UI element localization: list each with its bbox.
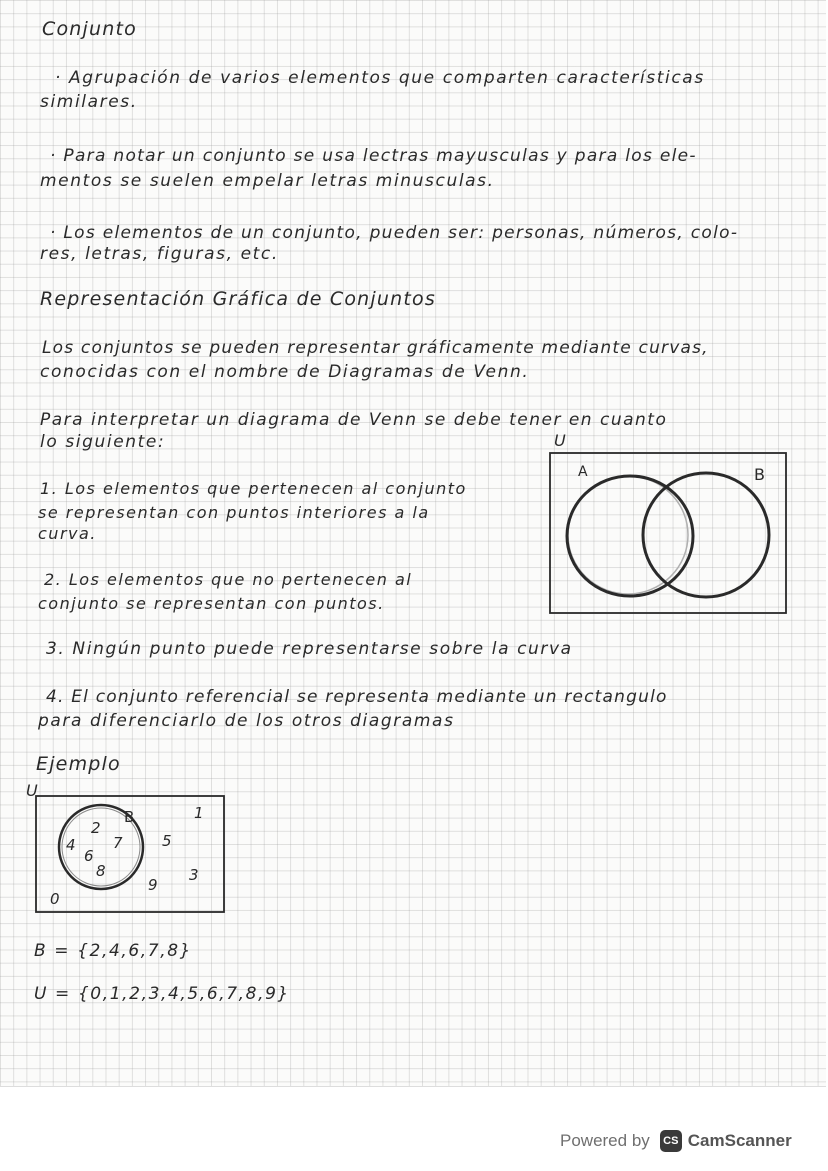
list-item-1-line-2: se representan con puntos interiores a la [38,503,430,522]
venn-diagram [540,428,790,618]
element-2: 2 [91,819,101,837]
element-9: 9 [148,876,158,894]
powered-by-text: Powered by [560,1131,650,1150]
set-b-label: B [754,465,765,484]
element-8: 8 [96,862,106,880]
paragraph-1-line-2: similares. [40,92,138,112]
list-item-3: 3. Ningún punto puede representarse sobre la curva [46,639,573,659]
element-3: 3 [189,866,199,884]
paragraph-2-line-1: · Para notar un conjunto se usa lectras mayusculas y para los ele- [50,146,697,166]
example-universe-label: U [26,781,38,800]
camscanner-footer [560,1126,792,1156]
paragraph-5-line-1: Para interpretar un diagrama de Venn se debe tener en cuanto [40,410,668,430]
set-b-definition: B = {2,4,6,7,8} [34,941,193,961]
paragraph-5-line-2: lo siguiente: [40,432,166,452]
element-1: 1 [194,804,204,822]
list-item-2-line-2: conjunto se representan con puntos. [38,594,385,613]
list-item-1-line-3: curva. [38,524,97,543]
set-a-label: A [578,464,588,480]
element-7: 7 [113,834,123,852]
title: Conjunto [42,18,137,40]
element-6: 6 [84,847,94,865]
list-item-4-line-1: 4. El conjunto referencial se representa mediante un rectangulo [46,687,668,707]
set-u-definition: U = {0,1,2,3,4,5,6,7,8,9} [34,984,290,1004]
paragraph-1-line-1: · Agrupación de varios elementos que comparten características [55,68,705,88]
set-b-circle [643,473,769,597]
universe-label: U [554,431,566,450]
paragraph-2-line-2: mentos se suelen empelar letras minusculas. [40,171,495,191]
paragraph-4-line-1: Los conjuntos se pueden representar gráficamente mediante curvas, [42,338,709,358]
list-item-2-line-1: 2. Los elementos que no pertenecen al [44,570,413,589]
camscanner-logo-icon: CS [660,1130,682,1152]
example-venn-diagram [24,780,234,920]
paragraph-4-line-2: conocidas con el nombre de Diagramas de Venn. [40,362,530,382]
paragraph-3-line-2: res, letras, figuras, etc. [40,244,279,264]
list-item-4-line-2: para diferenciarlo de los otros diagramas [38,711,455,731]
example-set-label: B [124,808,135,826]
element-0: 0 [50,890,60,908]
example-heading: Ejemplo [36,753,121,775]
element-4: 4 [66,836,76,854]
list-item-1-line-1: 1. Los elementos que pertenecen al conjunto [40,479,467,498]
camscanner-brand: CamScanner [687,1131,792,1150]
element-5: 5 [162,832,172,850]
set-a-circle [567,476,693,596]
section-heading: Representación Gráfica de Conjuntos [40,288,436,310]
paragraph-3-line-1: · Los elementos de un conjunto, pueden ser: personas, números, colo- [50,223,739,243]
